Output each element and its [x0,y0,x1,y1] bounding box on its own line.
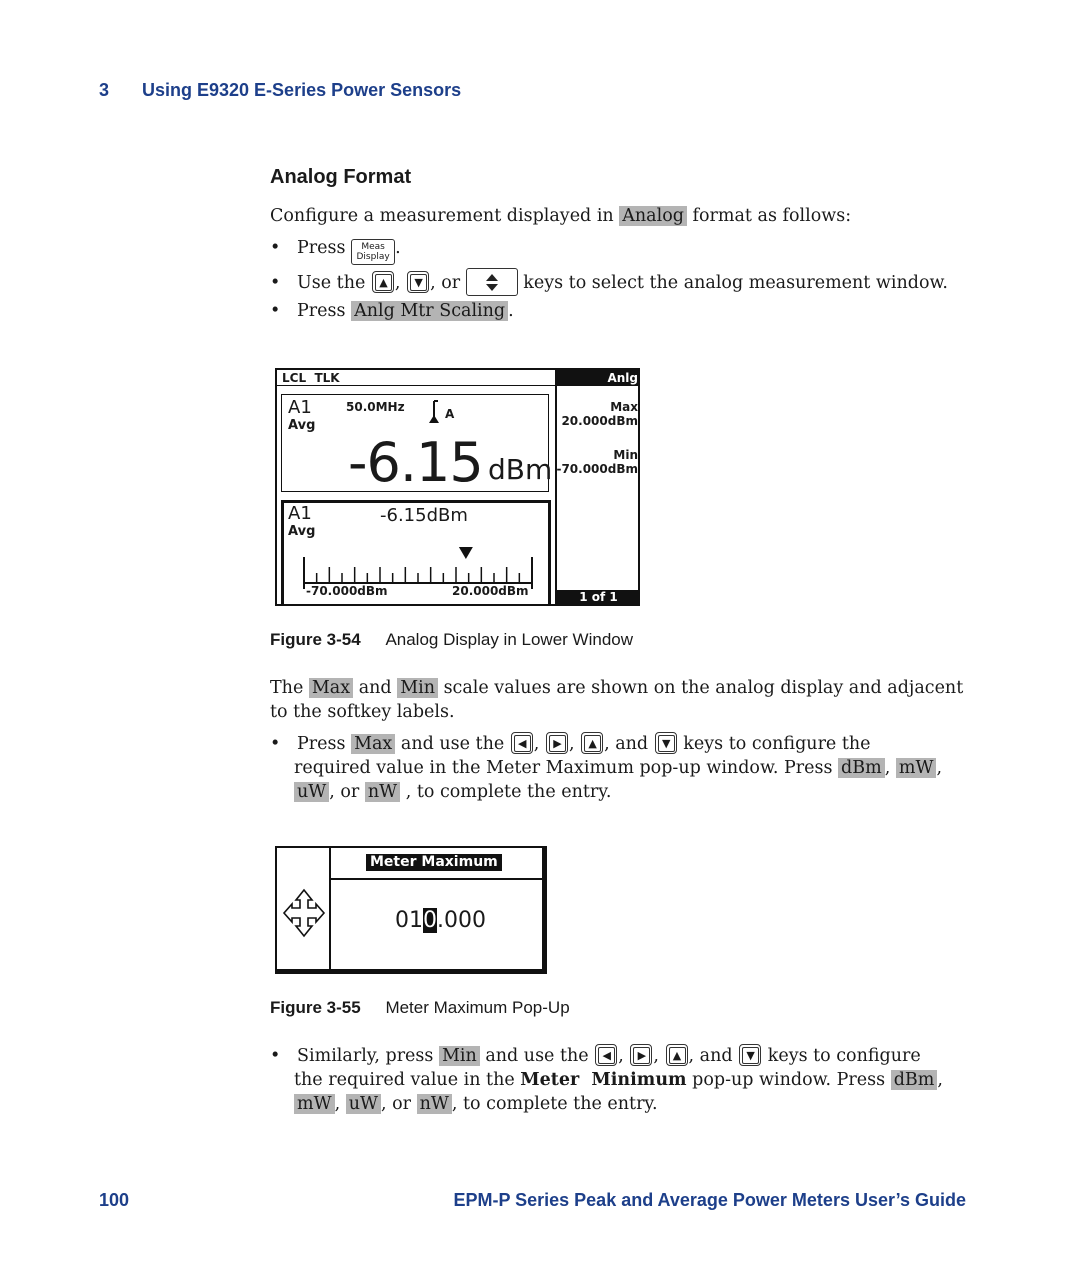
up-arrow-key[interactable] [372,271,394,293]
meter-pointer [459,547,473,559]
scale-min-label: -70.000dBm [306,584,388,598]
min-label: Min [613,448,638,462]
bullet: • [270,734,281,754]
comma: , [568,734,575,754]
upper-channel: A1 [288,397,312,418]
up-down-arrow-icon [467,269,517,295]
text: pop-up window. Press [692,1070,886,1090]
period: . [508,301,514,321]
step-2 [270,268,948,296]
intro-paragraph [270,204,851,228]
section-title: Analog Format [270,166,412,188]
intro-text-end: format as follows: [692,206,852,226]
sensor-label: A [445,407,455,421]
up-arrow-icon: ▲ [375,274,392,291]
down-arrow-key[interactable] [655,732,677,754]
upper-window[interactable] [281,394,553,494]
figure-3-54-caption [270,630,633,650]
step-1 [270,236,401,265]
text: , and [604,734,649,754]
divider [329,848,331,969]
comma: , [533,734,540,754]
up-arrow-icon: ▲ [669,1047,686,1064]
sensor-icon [427,399,441,425]
analog-display-screenshot [275,368,640,606]
bullet: • [270,238,281,258]
left-arrow-icon: ◀ [514,735,531,752]
down-arrow-icon: ▼ [658,735,675,752]
step-text-end: keys to select the analog measurement window. [523,273,948,293]
min-value: -70.000dBm [556,462,638,476]
text: required value in the Meter Maximum pop-up window. Press [294,758,833,778]
lower-value: -6.15dBm [380,505,468,526]
down-arrow-icon: ▼ [410,274,427,291]
up-arrow-key[interactable] [581,732,603,754]
comma: , [618,1046,624,1066]
text: keys to configure [767,1046,921,1066]
figure-caption: Analog Display in Lower Window [385,630,633,649]
four-way-arrow-icon [282,888,326,938]
figure-number: Figure 3-55 [270,998,361,1017]
uw-softkey[interactable]: uW [346,1094,381,1114]
text: Press [297,734,346,754]
max-softkey-ref[interactable]: Max [309,678,353,698]
uw-softkey[interactable]: uW [294,782,329,802]
text: The [270,678,304,698]
comma: , [936,758,943,778]
text: Similarly, press [297,1046,434,1066]
max-label: Max [610,400,638,414]
chapter-number: 3 [99,80,110,100]
step-text: Use the [297,273,366,293]
min-softkey-ref[interactable]: Min [397,678,438,698]
softkey-panel [555,370,640,604]
divider [331,878,542,880]
max-value: 20.000dBm [561,414,638,428]
softkey-header: Anlg Scaling [557,370,640,386]
lower-mode: Avg [288,524,316,539]
figure-caption: Meter Maximum Pop-Up [385,998,570,1017]
text: and use the [485,1046,589,1066]
dbm-softkey[interactable]: dBm [891,1070,938,1090]
intro-text: Configure a measurement displayed in [270,206,614,226]
value-digits: 01 [395,908,423,933]
footer-title: EPM-P Series Peak and Average Power Meters User’s Guide [453,1190,966,1210]
down-arrow-icon: ▼ [742,1047,759,1064]
upper-value: -6.15 [348,431,483,494]
mw-softkey[interactable]: mW [896,758,937,778]
lower-analog-window[interactable] [281,500,551,604]
max-softkey[interactable] [561,400,638,428]
up-arrow-icon: ▲ [584,735,601,752]
text: to the softkey labels. [270,702,455,722]
meas-display-key[interactable] [351,239,395,265]
right-arrow-icon: ▶ [633,1047,650,1064]
text: , and [688,1046,733,1066]
value-digits: .000 [437,908,486,933]
bullet: • [270,273,281,293]
text: the required value in the [294,1070,515,1090]
comma: , [394,273,401,293]
figure-number: Figure 3-54 [270,630,361,649]
bullet: • [270,1046,281,1066]
meter-minimum-label: Meter Minimum [520,1070,687,1090]
max-softkey-ref[interactable]: Max [351,734,395,754]
bullet: • [270,301,281,321]
down-arrow-key[interactable] [739,1044,761,1066]
chapter-title: Using E9320 E-Series Power Sensors [142,80,462,100]
scale-values-paragraph [270,676,970,724]
anlg-mtr-scaling-softkey[interactable]: Anlg Mtr Scaling [351,301,508,321]
text: , to complete the entry. [451,1094,658,1114]
meter-maximum-popup [275,846,547,974]
step-3 [270,299,514,323]
down-arrow-key[interactable] [407,271,429,293]
step-text-end: . [395,238,401,258]
upper-mode: Avg [288,418,316,433]
step-5-continued [294,1068,970,1116]
min-softkey-ref[interactable]: Min [439,1046,480,1066]
dbm-softkey[interactable]: dBm [838,758,885,778]
comma: , [937,1070,943,1090]
key-label-line1: Meas [361,242,385,252]
up-down-key[interactable] [466,268,518,296]
comma: , [653,1046,659,1066]
text: and use the [400,734,505,754]
or-text: , or [430,273,461,293]
figure-3-55-caption [270,998,570,1018]
text: , or [381,1094,412,1114]
page-indicator: 1 of 1 [557,590,640,604]
right-arrow-icon: ▶ [549,735,566,752]
step-5 [270,1044,970,1116]
step-4-continued [294,756,970,804]
text: and [358,678,392,698]
right-arrow-key[interactable] [546,732,568,754]
scale-max-label: 20.000dBm [452,584,529,598]
popup-value[interactable] [395,908,486,934]
lower-channel: A1 [288,503,312,524]
left-arrow-key[interactable] [511,732,533,754]
left-arrow-icon: ◀ [598,1047,615,1064]
text: keys to configure the [683,734,871,754]
status-bar: LCL TLK [277,370,555,386]
nw-softkey[interactable]: nW [365,782,400,802]
step-text: Press [297,238,346,258]
page-number: 100 [99,1190,130,1210]
value-cursor: 0 [423,908,437,933]
frequency: 50.0MHz [346,400,405,414]
step-4 [270,732,970,804]
min-softkey[interactable] [556,448,638,476]
text: scale values are shown on the analog display and adjacent [443,678,964,698]
key-label-line2: Display [356,252,390,262]
nw-softkey[interactable]: nW [417,1094,452,1114]
analog-softkey[interactable]: Analog [619,206,687,226]
comma: , [884,758,891,778]
mw-softkey[interactable]: mW [294,1094,335,1114]
comma: , [334,1094,341,1114]
right-arrow-key[interactable] [630,1044,652,1066]
text: , to complete the entry. [405,782,612,802]
step-text: Press [297,301,346,321]
popup-title: Meter Maximum [366,854,502,871]
upper-unit: dBm [488,453,553,486]
left-arrow-key[interactable] [595,1044,617,1066]
up-arrow-key[interactable] [666,1044,688,1066]
text: , or [329,782,360,802]
